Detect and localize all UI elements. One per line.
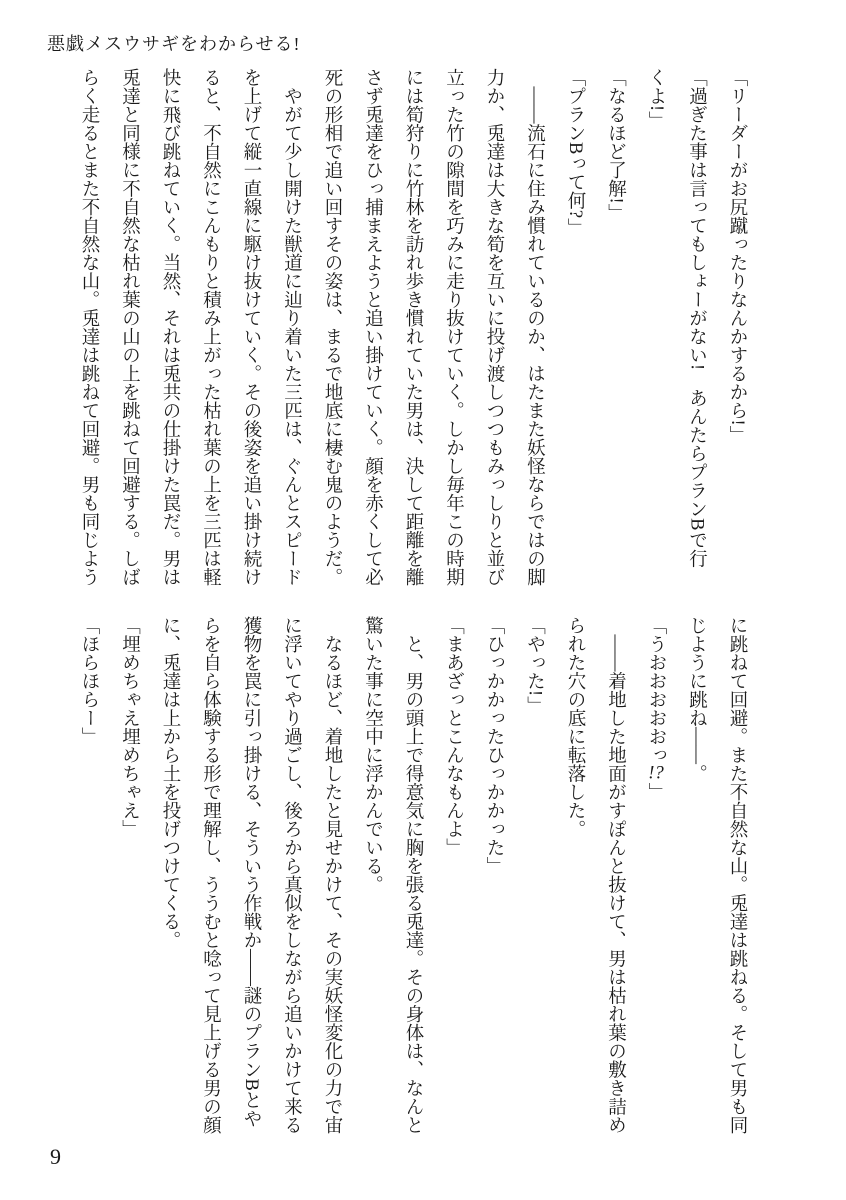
text-line: らく走るとまた不自然な山。兎達は跳ねて回避。男も同じよう (79, 68, 99, 586)
text-line: 「リーダーがお尻蹴ったりなんかするから!」 (727, 68, 747, 445)
text-block-bottom (69, 616, 758, 1143)
text-line: 「埋めちゃえ埋めちゃえ」 (119, 616, 140, 838)
text-line: られた穴の底に転落した。 (565, 616, 585, 838)
text-line: 「なるほど了解!」 (605, 68, 626, 223)
text-line: ると、不自然にこんもりと積み上がった枯れ葉の上を三匹は軽 (200, 68, 221, 586)
text-block-top (69, 68, 758, 595)
text-line: 「ひっかかったひっかかった」 (484, 616, 504, 875)
text-line: じように跳ね——。 (686, 616, 707, 783)
text-line: 立った竹の隙間を巧みに走り抜けていく。しかし毎年この時期 (443, 68, 464, 586)
text-line: に浮いてやり過ごし、後ろから真似をしながら追いかけて来る (281, 616, 302, 1134)
text-line: くよ!」 (646, 68, 666, 130)
text-line: と、男の頭上で得意気に胸を張る兎達。その身体は、なんと (403, 616, 423, 1134)
text-line: 死の形相で追い回すその姿は、まるで地底に棲む鬼のようだ。 (322, 68, 342, 586)
text-line: に、兎達は上から土を投げつけてくる。 (160, 616, 180, 949)
text-line: には筍狩りに竹林を訪れ歩き慣れていた男は、決して距離を離 (403, 68, 423, 586)
text-line: を上げて縦一直線に駆け抜けていく。その後姿を追い掛け続け (241, 68, 261, 586)
text-line: やがて少し開けた獣道に辿り着いた三匹は、ぐんとスピード (281, 68, 302, 586)
text-line: 「まあざっとこんなもんよ」 (443, 616, 464, 857)
text-line: 「ほらほらー」 (79, 616, 99, 746)
page-number: 9 (50, 1144, 61, 1169)
tatechuyoko-exclamation-question: !? (648, 764, 664, 783)
text-line: 「プランBって何?」 (565, 68, 585, 237)
text-line: 驚いた事に空中に浮かんでいる。 (362, 616, 383, 894)
running-head-title: 悪戯メスウサギをわからせる! (47, 34, 301, 54)
text-line: さず兎達をひっ捕まえようと追い掛けていく。顔を赤くして必 (362, 68, 383, 586)
text-line: に跳ねて回避。また不自然な山。兎達は跳ねる。そして男も同 (727, 616, 747, 1134)
text-line: 「やった!」 (524, 616, 545, 715)
text-line: ——着地した地面がすぽんと抜けて、男は枯れ葉の敷き詰め (605, 616, 626, 1134)
text-line: ——流石に住み慣れているのか、はたまた妖怪ならではの脚 (524, 68, 545, 586)
text-line: 「過ぎた事は言ってもしょーがない! あんたらプランBで行 (686, 68, 707, 568)
text-line: 獲物を罠に引っ掛ける、そういう作戦か——謎のプランBとや (241, 616, 261, 1128)
text-line: らを自ら体験する形で理解し、ううむと唸って見上げる男の顔 (200, 616, 221, 1134)
text-line: なるほど、着地したと見せかけて、その実妖怪変化の力で宙 (322, 616, 342, 1134)
text-line: 兎達と同様に不自然な枯れ葉の山の上を跳ねて回避する。しば (119, 68, 140, 586)
text-line: 快に飛び跳ねていく。当然、それは兎共の仕掛けた罠だ。男は (160, 68, 180, 586)
text-line: 「うおおおおおっ!?」 (646, 616, 666, 801)
text-line: 力か、兎達は大きな筍を互いに投げ渡しつつもみっしりと並び (484, 68, 504, 586)
